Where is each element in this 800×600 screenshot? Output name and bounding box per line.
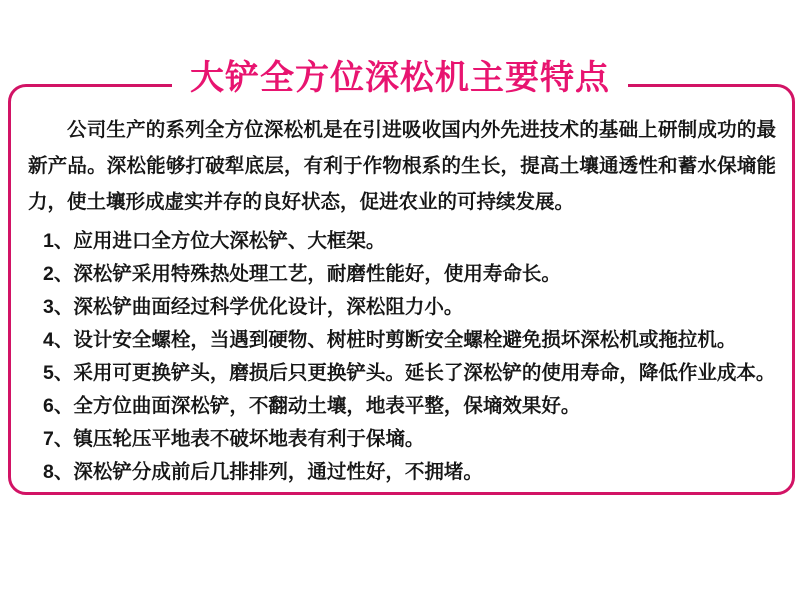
- feature-item-3: 3、深松铲曲面经过科学优化设计，深松阻力小。: [43, 296, 464, 318]
- feature-item-8: 8、深松铲分成前后几排排列，通过性好，不拥堵。: [43, 461, 483, 483]
- feature-item-6: 6、全方位曲面深松铲，不翻动土壤，地表平整，保墒效果好。: [43, 395, 581, 417]
- feature-item-2: 2、深松铲采用特殊热处理工艺，耐磨性能好，使用寿命长。: [43, 263, 561, 285]
- feature-list: [28, 225, 776, 489]
- feature-item-5: 5、采用可更换铲头，磨损后只更换铲头。延长了深松铲的使用寿命，降低作业成本。: [43, 362, 776, 384]
- page-title: 大铲全方位深松机主要特点: [172, 57, 628, 101]
- intro-paragraph: 公司生产的系列全方位深松机是在引进吸收国内外先进技术的基础上研制成功的最新产品。深松能够打破犁底层，有利于作物根系的生长，提高土壤通透性和蓄水保墒能力，使土壤形成虚实并存的良好状态，促进农业的可持续发展。: [28, 119, 776, 213]
- feature-item-7: 7、镇压轮压平地表不破坏地表有利于保墒。: [43, 428, 425, 450]
- content-area: [28, 112, 776, 489]
- feature-item-1: 1、应用进口全方位大深松铲、大框架。: [43, 230, 386, 252]
- feature-item-4: 4、设计安全螺栓，当遇到硬物、树桩时剪断安全螺栓避免损坏深松机或拖拉机。: [43, 329, 737, 351]
- title-row: [0, 57, 800, 101]
